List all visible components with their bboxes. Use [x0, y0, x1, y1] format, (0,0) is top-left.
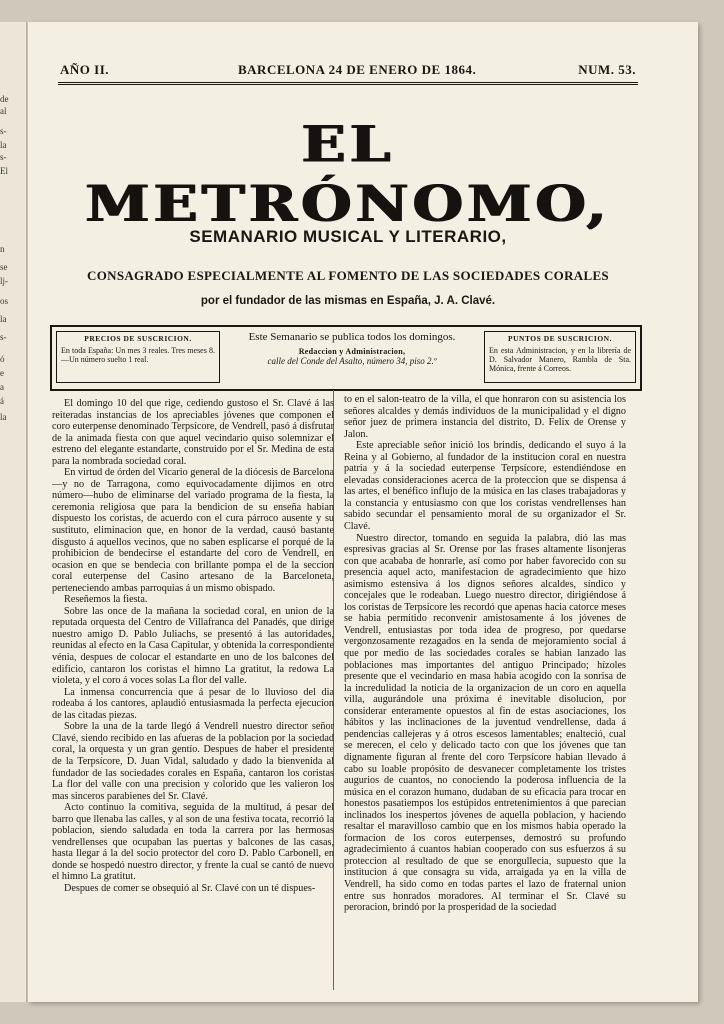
margin-fragment: la — [0, 314, 7, 324]
prices-text: En toda España: Un mes 3 reales. Tres meses 8.—Un número suelto 1 real. — [61, 346, 215, 364]
margin-fragment: lj- — [0, 276, 8, 286]
newspaper-page — [28, 22, 698, 1002]
paragraph: Acto continuo la comitiva, seguida de la multitud, á pesar del barro que llenaba las calles, y al son de una festiva tocata, recorrió la poblacion, siendo saludada en toda la carrera por las hermosas vendrellenses que ocupaban las puertas y balcones de las casas, hasta llegar á la del socio protector del coro D. Pablo Carbonell, en donde se hospedó nuestro director, y frente la cual se cantó de nuevo el himno La gratitut. — [52, 802, 334, 883]
paragraph: Sobre la una de la tarde llegó á Vendrell nuestro director señor Clavé, siendo recibido en las afueras de la poblacion por la sociedad coral, la orquesta y un gran gentío. Despues de haber el presidente de la Terpsícore, D. Juan Vidal, saludado y dado la bienvenida al fundador de las sociedades corales en España, cantaron los coristas La flor del valle con una precision y colorido que les valieron los mas sinceros parabienes del Sr. Clavé. — [52, 721, 334, 802]
year-label: AÑO II. — [60, 62, 110, 77]
margin-fragment: la — [0, 412, 7, 422]
points-heading: PUNTOS DE SUSCRICION. — [508, 334, 612, 343]
margin-fragment: ó — [0, 354, 5, 364]
article-column-1 — [52, 398, 334, 993]
subtitle: SEMANARIO MUSICAL Y LITERARIO, — [189, 227, 507, 246]
issue-number: NUM. 53. — [578, 62, 636, 77]
paragraph: Despues de comer se obsequió al Sr. Clavé con un té dispues- — [64, 882, 316, 894]
paragraph: Nuestro director, tomando en seguida la palabra, dió las mas espresivas gracias al Sr. Orense por las frases altamente lisonjeras con que acababa de honrarle, así como por haber favorecido con su presencia aquel acto, manifestacion de agradecimiento que hizo asimismo estensiva á los dignos señores alcaldes, síndico y concejales que le rodeaban. Luego nuestro director, dirigiéndose á los coristas de Terpsícore les recordó que apenas hacia catorce meses se habia permitido reconvenir amistosamente á los jóvenes de Vendrell, entusiastas por toda idea de progreso, por quedarse vergonzosamente rezagados en la senda de mejoramiento social á que por medio de las sociedades corales se habian lanzado las poblaciones mas importantes del antiguo Principado; hízoles presente que el vecindario en masa habia acogido con la sonrisa de la incredulidad la noticia de la organizacion de un coro en aquella villa, augurándole una próxima é inevitable disolucion, por considerar enteramente opuestos al fin de estas asociaciones, los hábitos y las inclinaciones de la juventud vendrellense, dada á pendencias callejeras y á otros escesos lamentables; enalteció, cual se merecen, el celo y delicado tacto con que los jóvenes que tan dignamente figuran al frente del coro Terpsícore habian llevado á cabo su loable propósito de desvanecer completamente los tristes augurios de cuantos, no conociendo la poderosa influencia de la música en el corazon humano, dudaban de su eficacia para trocar en honestos pasatiempos los estúpidos entretenimientos á que parecian inclinados los inespertos jóvenes de aquella poblacion, y haciendo resaltar el maravilloso cambio que en los mismos habia operado la formacion de los coros euterpenses, demostró su profundo agradecimiento á cuantos habian cooperado con sus esfuerzos á su proteccion al resultado de que se enorgullecia, supuesto que la institucion á que consagra su vida, arraigada ya en la villa de Vendrell, ha sido como en todas partes el lazo de fraternal union entre sus honrados moradores. Al terminar el Sr. Clavé su peroracion, brindó por la prosperidad de la sociedad — [344, 532, 626, 914]
subscription-prices-box — [56, 331, 220, 383]
founder-line: por el fundador de las mismas en España, J. A. Clavé. — [200, 295, 496, 307]
publication-frequency: Este Semanario se publica todos los domingos. — [248, 331, 456, 343]
margin-fragment: s- — [0, 332, 7, 342]
left-page-edge — [0, 22, 27, 1002]
article-column-2 — [344, 394, 626, 989]
margin-fragment: á — [0, 396, 4, 406]
margin-fragment: a — [0, 382, 4, 392]
margin-fragment: al — [0, 106, 7, 116]
dedication-line: CONSAGRADO ESPECIALMENTE AL FOMENTO DE LAS SOCIEDADES CORALES — [87, 268, 609, 283]
paragraph: Este apreciable señor inició los brindis, dedicando el suyo á la Reina y al Gobierno, al fundador de la institucion coral en nuestra patria y á la sociedad euterpense Terpsícore, estendiéndose en elevadas consideraciones acerca de la proteccion que se dispensa á las artes, el benéfico influjo de la música en las clases trabajadoras y la constancia y entusiasmo con que los coristas vendrellenses han sabido secundar el pensamiento moral de su organizador el Sr. Clavé. — [344, 440, 626, 533]
margin-fragment: la — [0, 140, 7, 150]
office-label: Redaccion y Administracion, — [298, 347, 406, 356]
margin-fragment: s- — [0, 152, 7, 162]
masthead-header-line — [58, 60, 638, 85]
newspaper-title: EL METRÓNOMO, — [85, 115, 611, 233]
margin-fragment: El — [0, 166, 8, 176]
info-bar — [50, 325, 642, 391]
margin-fragment: os — [0, 296, 9, 306]
paragraph: La inmensa concurrencia que á pesar de lo lluvioso del dia rodeaba á los cantores, aplaudió entusiasmada la perfecta ejecucion de las citadas piezas. — [52, 686, 334, 721]
margin-fragment: e — [0, 368, 4, 378]
margin-fragment: se — [0, 262, 8, 272]
paragraph: En virtud de órden del Vicario general de la diócesis de Barcelona—y no de Tarragona, como equivocadamente dijimos en otro número—hubo de eliminarse del variado programa de la fiesta, la ceremonia religiosa que para la bendicion de su enseña habian dispuesto los coristas, de acuerdo con el cura párroco ausente y su sustituto, eliminacion que, en honor de la verdad, causó bastante disgusto á aquellos vecinos, que no saben esplicarse el porqué de la prohibicion de bendecirse el estandarte del coro de Vendrell, en ocasion en que se bendecia con brillante pompa el de la seccion coral euterpense del Casino artesano de la Barceloneta, perteneciendo ambas parroquias á un mismo obispado. — [52, 467, 334, 594]
publication-info — [228, 331, 476, 366]
subscription-points-box — [484, 331, 636, 383]
points-text: En esta Administracion, y en la librería de D. Salvador Manero, Rambla de Sta. Mónica, frente á Correos. — [489, 346, 631, 373]
dateline: BARCELONA 24 DE ENERO DE 1864. — [238, 62, 477, 77]
paragraph: Reseñemos la fiesta. — [64, 594, 148, 606]
margin-fragment: s- — [0, 126, 7, 136]
margin-fragment: n — [0, 244, 5, 254]
paragraph: to en el salon-teatro de la villa, el que honraron con su asistencia los señores alcaldes y demás individuos de la municipalidad y el digno señor juez de primera instancia del distrito, D. Felix de Orense y Jalon. — [344, 394, 626, 440]
paragraph: El domingo 10 del que rige, cediendo gustoso el Sr. Clavé á las reiteradas instancias de los apreciables jóvenes que componen el coro euterpense denominado Terpsícore, de Vendrell, pasó á disfrutar de la animada fiesta con que aquel vecindario quiso solemnizar el estreno del elegante estandarte, construido por el Sr. Medina de esta para la nombrada sociedad coral. — [52, 398, 334, 467]
margin-fragment: de — [0, 94, 9, 104]
prices-heading: PRECIOS DE SUSCRICION. — [84, 334, 192, 343]
paragraph: Sobre las once de la mañana la sociedad coral, en union de la reputada orquesta del Centro de Villafranca del Panadés, que dirige nuestro amigo D. Pablo Juliachs, se presentó á las autoridades, reunidas al efecto en la Casa Capitular, y obtenida la correspondiente vénia, despues de colocar el estandarte en uno de los balcones del edificio, cantaron los coristas el himno La gratitut, la redowa La violeta, y el coro á voces solas La flor del valle. — [52, 605, 334, 687]
office-address: calle del Conde del Asalto, número 34, piso 2.º — [267, 356, 437, 366]
